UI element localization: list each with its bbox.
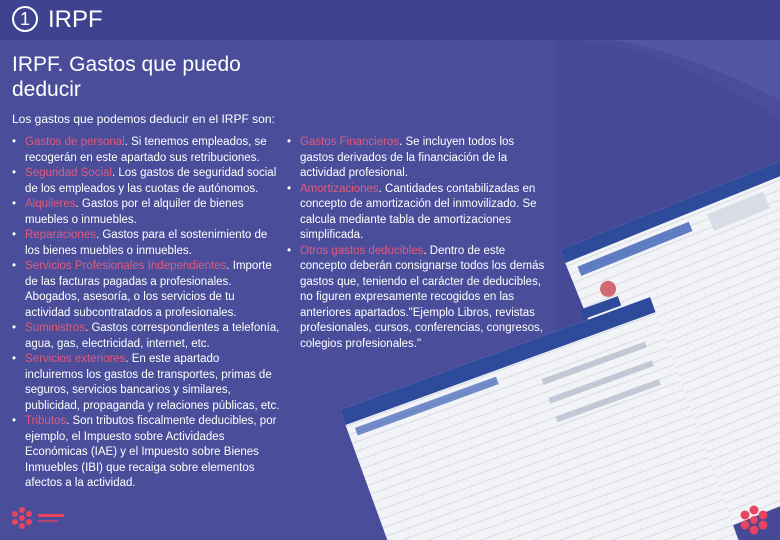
expense-description: . En este apartado incluiremos los gastos de transportes, primas de seguros, servicios bancarios y similares, publicidad, propaganda y relaciones públicas, etc. xyxy=(25,353,280,412)
expense-term: Otros gastos deducibles xyxy=(300,244,424,257)
expense-term: Seguridad Social xyxy=(25,167,112,179)
expense-term: Tributos xyxy=(25,415,67,427)
expense-description: . Los gastos de seguridad social de los empleados y las cuotas de autónomos. xyxy=(25,167,277,195)
expense-term: Servicios Profesionales Independientes xyxy=(25,260,227,272)
list-item xyxy=(12,352,280,414)
page-title: IRPF. Gastos que puedo deducir xyxy=(12,53,241,101)
list-item xyxy=(287,182,549,244)
expense-term: Reparaciones xyxy=(25,229,96,241)
expense-term: Alquileres xyxy=(25,198,76,210)
expense-term: Gastos Financieros xyxy=(300,136,400,148)
brand-flower-icon xyxy=(738,504,770,536)
expense-list-left xyxy=(12,135,280,492)
list-item xyxy=(12,197,280,228)
expense-description: . Gastos correspondientes a telefonía, agua, gas, electricidad, internet, etc. xyxy=(25,322,280,350)
expense-term: Gastos de personal xyxy=(25,136,125,148)
expense-description: . Gastos para el sostenimiento de los bienes muebles o inmuebles. xyxy=(25,229,268,257)
intro-text: Los gastos que podemos deducir en el IRPF son: xyxy=(12,112,275,126)
list-item xyxy=(12,135,280,166)
expense-term: Suministros xyxy=(25,322,86,334)
expense-description: . Se incluyen todos los gastos derivados de la financiación de la actividad profesional. xyxy=(300,136,515,179)
list-item xyxy=(12,259,280,321)
list-item xyxy=(12,321,280,352)
expense-term: Servicios exteriores xyxy=(25,353,126,365)
header-bar xyxy=(0,0,780,40)
expense-description: . Cantidades contabilizadas en concepto de amortización del inmovilizado. Se calcula mediante tabla de amortizaciones simplificada. xyxy=(300,182,537,241)
expense-description: . Si tenemos empleados, se recogerán en este apartado sus retribuciones. xyxy=(25,136,267,164)
brand-logo-icon xyxy=(10,506,68,530)
section-number-badge: 1 xyxy=(12,6,38,32)
list-item xyxy=(12,166,280,197)
expense-description: . Gastos por el alquiler de bienes muebles o inmuebles. xyxy=(25,198,244,226)
expense-description: . Importe de las facturas pagadas a profesionales. Abogados, asesoría, o los servicios de tu actividad subcontratados a profesionales. xyxy=(25,260,272,319)
list-item xyxy=(287,244,549,353)
list-item xyxy=(12,414,280,492)
expense-term: Amortizaciones xyxy=(300,182,379,195)
expense-list-right xyxy=(287,135,549,352)
header-title: IRPF xyxy=(48,6,103,33)
list-item xyxy=(12,228,280,259)
expense-description: . Son tributos fiscalmente deducibles, por ejemplo, el Impuesto sobre Actividades Económicas (IAE) y el Impuesto sobre Bienes Inmuebles (IBI) que recaiga sobre elementos afectos a la actividad. xyxy=(25,415,277,489)
expense-description: . Dentro de este concepto deberán consignarse todos los demás gastos que, teniendo el carácter de deducibles, no figuren expresamente recogidos en las anteriores apartados."Ejemplo Libros, revistas profesionales, cursos, conferencias, congresos, colegios profesionales." xyxy=(300,244,545,350)
list-item xyxy=(287,135,549,182)
